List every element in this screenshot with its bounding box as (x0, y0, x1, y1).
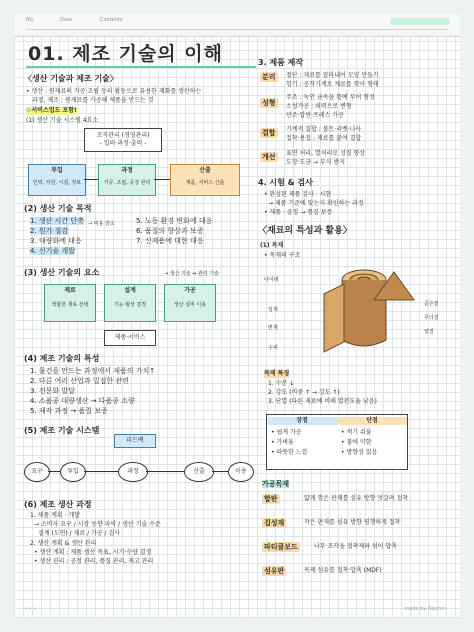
wood-sub: • 목재의 구조 (264, 252, 301, 259)
footer-dots: • • • (24, 606, 37, 612)
tag-improve: 개선 (262, 153, 276, 161)
service-highlight: ☆서비스업도 포함! (26, 107, 77, 114)
tag-separation: 분리 (262, 73, 276, 81)
no-label: No. (26, 17, 35, 23)
characteristic-1: 1. 물건을 만드는 과정에서 제품의 가치↑ (30, 367, 156, 375)
wood-label-heart: 심재 (268, 307, 278, 313)
element-result-box: 제품·서비스 (104, 330, 156, 346)
node-output: 산출 (184, 462, 214, 482)
arrow-2 (84, 471, 118, 472)
forming-desc-1: 주조 : 녹인 금속을 틀에 부어 형성 (286, 94, 375, 101)
con-3: • 방향성 있음 (341, 449, 378, 456)
system-management-box: 조직관리 (경영관리) - 입력·과정·출력 - (84, 128, 162, 152)
wood-label-straight: 곧은결 (424, 301, 439, 307)
process-step-2b: • 생산 관리 : 공정 관리, 품질 관리, 재고 관리 (34, 558, 154, 565)
tag-plywood: 합판 (264, 495, 278, 503)
purpose-title: (2) 생산 기술 목적 (24, 204, 92, 213)
improve-desc-2: 도장·도금 → 부식 방지 (286, 159, 346, 166)
notebook-page (14, 14, 460, 618)
elements-title: (3) 생산 기술의 요소 (24, 268, 100, 277)
forming-desc-3: 단조·압연·프레스 가공 (286, 112, 344, 119)
separation-desc-1: 절단 : 재료를 잘라내어 모양 만들기 (286, 72, 379, 79)
joining-desc-1: 기계적 결합 : 볼트·리벳·나사 (286, 126, 362, 133)
pro-3: • 따뜻한 느낌 (271, 449, 308, 456)
arrow-4 (212, 471, 228, 472)
arrow-3 (146, 471, 184, 472)
wood-prop-3: 3. 단열 (다른 재료에 비해 열전도율 낮음) (268, 398, 377, 405)
arrow-process-output (154, 179, 170, 180)
wood-title: (1) 목재 (260, 242, 284, 249)
improve-desc-1: 표면 처리, 열처리로 성질 향상 (286, 150, 366, 157)
purpose-item-1: 1. 생산 시간 단축 (30, 217, 84, 225)
product-making-title: 3. 제품 제작 (258, 58, 304, 67)
element-material-box: 재료 적합한 재료 선택 (44, 284, 96, 322)
purpose-item-6: 6. 품질의 향상과 보증 (136, 227, 204, 235)
node-process: 과정 (118, 462, 148, 482)
characteristic-5: 5. 제작 과정 → 품질 보증 (30, 407, 108, 415)
characteristics-title: (4) 제조 기술의 특성 (24, 354, 100, 363)
cons-header: 단점 (337, 417, 407, 425)
wood-prop-title: 목재 특징 (264, 370, 290, 377)
page-header (14, 14, 460, 37)
purpose-note: → 비용 감소 (88, 221, 115, 227)
process-step-1: 1. 제품 계획 · 개발 (30, 512, 81, 519)
pros-header: 장점 (267, 417, 337, 425)
wood-label-ring: 나이테 (264, 277, 279, 283)
production-process-title: (6) 제조 생산 과정 (24, 500, 92, 509)
joining-desc-2: 접착·용접 : 재료를 붙여 결합 (286, 135, 362, 142)
system-elements-label: (1) 생산 기술 시스템 4요소 (26, 117, 99, 124)
wood-label-sap: 변재 (268, 325, 278, 331)
test-title: 4. 시험 & 검사 (258, 178, 313, 187)
wood-label-pattern: 무늬결 (424, 315, 439, 321)
tag-fiberboard: 섬유판 (264, 567, 285, 575)
forming-desc-2: 소성가공 : 외력으로 변형 (286, 103, 352, 110)
process-step-2: 2. 생산 계획 & 생산 관리 (30, 540, 97, 547)
arrow-1 (48, 471, 60, 472)
fiberboard-desc: 목재 섬유를 접착·압축 (MDF) (304, 567, 382, 574)
con-2: • 불에 약함 (341, 439, 372, 446)
footer-brand: made by Neuron (404, 606, 446, 612)
separation-desc-2: 깎기 : 공작기계로 재료를 깎아 형태 (286, 81, 379, 88)
wood-label-board: 널결 (424, 329, 434, 335)
pro-1: • 쉽게 가공 (271, 429, 302, 436)
system-process-box: 과정 가공, 조립, 공정 관리 (98, 164, 156, 196)
characteristic-2: 2. 다른 여러 산업과 밀접한 관련 (30, 377, 129, 385)
wood-prop-1: 1. 수분 ↓ (268, 380, 295, 387)
wood-log-illustration (304, 260, 424, 360)
test-desc-1: • 완성된 제품 검사 · 시험 (264, 191, 332, 198)
tag-glulam: 집성재 (264, 519, 285, 527)
feedback-box: 피드백 (114, 434, 156, 448)
purpose-item-3: 3. 대량화에 대응 (30, 237, 82, 245)
contents-label: Contents (100, 17, 123, 23)
tag-joining: 결합 (262, 129, 276, 137)
element-process-box: 가공 생산 설비 이용 (164, 284, 216, 322)
date-label: Date (60, 17, 72, 23)
particleboard-desc: 나무 조각을 접착제와 섞어 압축 (314, 543, 397, 550)
production-def-2: 과정, 제조 : 원재료를 가공해 제품을 만드는 것 (32, 97, 154, 104)
element-design-box: 설계 기능·형상 결정 (104, 284, 156, 322)
purpose-item-2: 2. 원가 절감 (30, 227, 69, 235)
node-request: 요구 (24, 462, 50, 482)
characteristic-3: 3. 전문화 발달 (30, 387, 75, 395)
process-step-1a: → 소비자 요구 / 시장 동향 파악 / 생산 기술 수준 (34, 521, 161, 528)
purpose-item-7: 7. 신제품에 대한 대응 (136, 237, 204, 245)
materials-section-title: 〈재료의 특성과 활용〉 (258, 226, 352, 236)
page-title: 01. 제조 기술의 이해 (28, 43, 223, 65)
purpose-item-4: 4. 신기술 개발 (30, 247, 75, 255)
system-output-box: 산출 제품, 서비스 산출 (170, 164, 240, 196)
system-input-box: 투입 인력, 자원, 시설, 정보 (28, 164, 86, 196)
pro-2: • 가벼움 (271, 439, 294, 446)
node-input: 투입 (60, 462, 86, 482)
arrow-input-process (84, 179, 98, 180)
wood-prop-2: 2. 강도 (비중 ↑ → 강도 ↑) (268, 389, 340, 396)
pros-cons-table (266, 414, 408, 470)
node-use: 이용 (228, 462, 254, 482)
con-1: • 썩기 쉬움 (341, 429, 372, 436)
tag-forming: 성형 (262, 99, 276, 107)
wood-label-bark: 수피 (268, 345, 278, 351)
purpose-item-5: 5. 노동 환경 변화에 대응 (136, 217, 213, 225)
glulam-desc: 작은 판재를 섬유 방향 평행하게 접착 (304, 519, 401, 526)
tag-particleboard: 파티클보드 (264, 543, 298, 551)
mfg-system-title: (5) 제조 기술 시스템 (24, 426, 100, 435)
production-def-1: • 생산 : 원재료의 가공·조립 등의 활동으로 유용한 재화를 생산하는 (26, 88, 202, 95)
plywood-desc: 얇게 깎은 판재를 섬유 방향 엇갈려 접착 (304, 495, 409, 502)
process-step-1b: 설계 (도면) / 재료 / 가공 / 검사 (38, 530, 121, 537)
processed-wood-title: 가공목재 (262, 480, 290, 488)
process-step-2a: • 생산 계획 : 제품 생산 목표, 시기·수량 결정 (34, 549, 152, 556)
test-desc-2: → 제품 기준에 맞는지 확인하는 과정 (268, 200, 364, 207)
title-underline (26, 66, 256, 68)
elements-note: → 생산 기술 ↔ 관리 기술 (164, 271, 219, 277)
header-tab (390, 18, 450, 25)
characteristic-4: 4. 소품종 대량생산 → 다품종 소량 (30, 397, 135, 405)
test-desc-3: • 제품 · 공정 → 품질 보증 (264, 209, 333, 216)
header-rule (26, 29, 448, 30)
section-production-title: 〈생산 기술과 제조 기술〉 (24, 74, 118, 83)
